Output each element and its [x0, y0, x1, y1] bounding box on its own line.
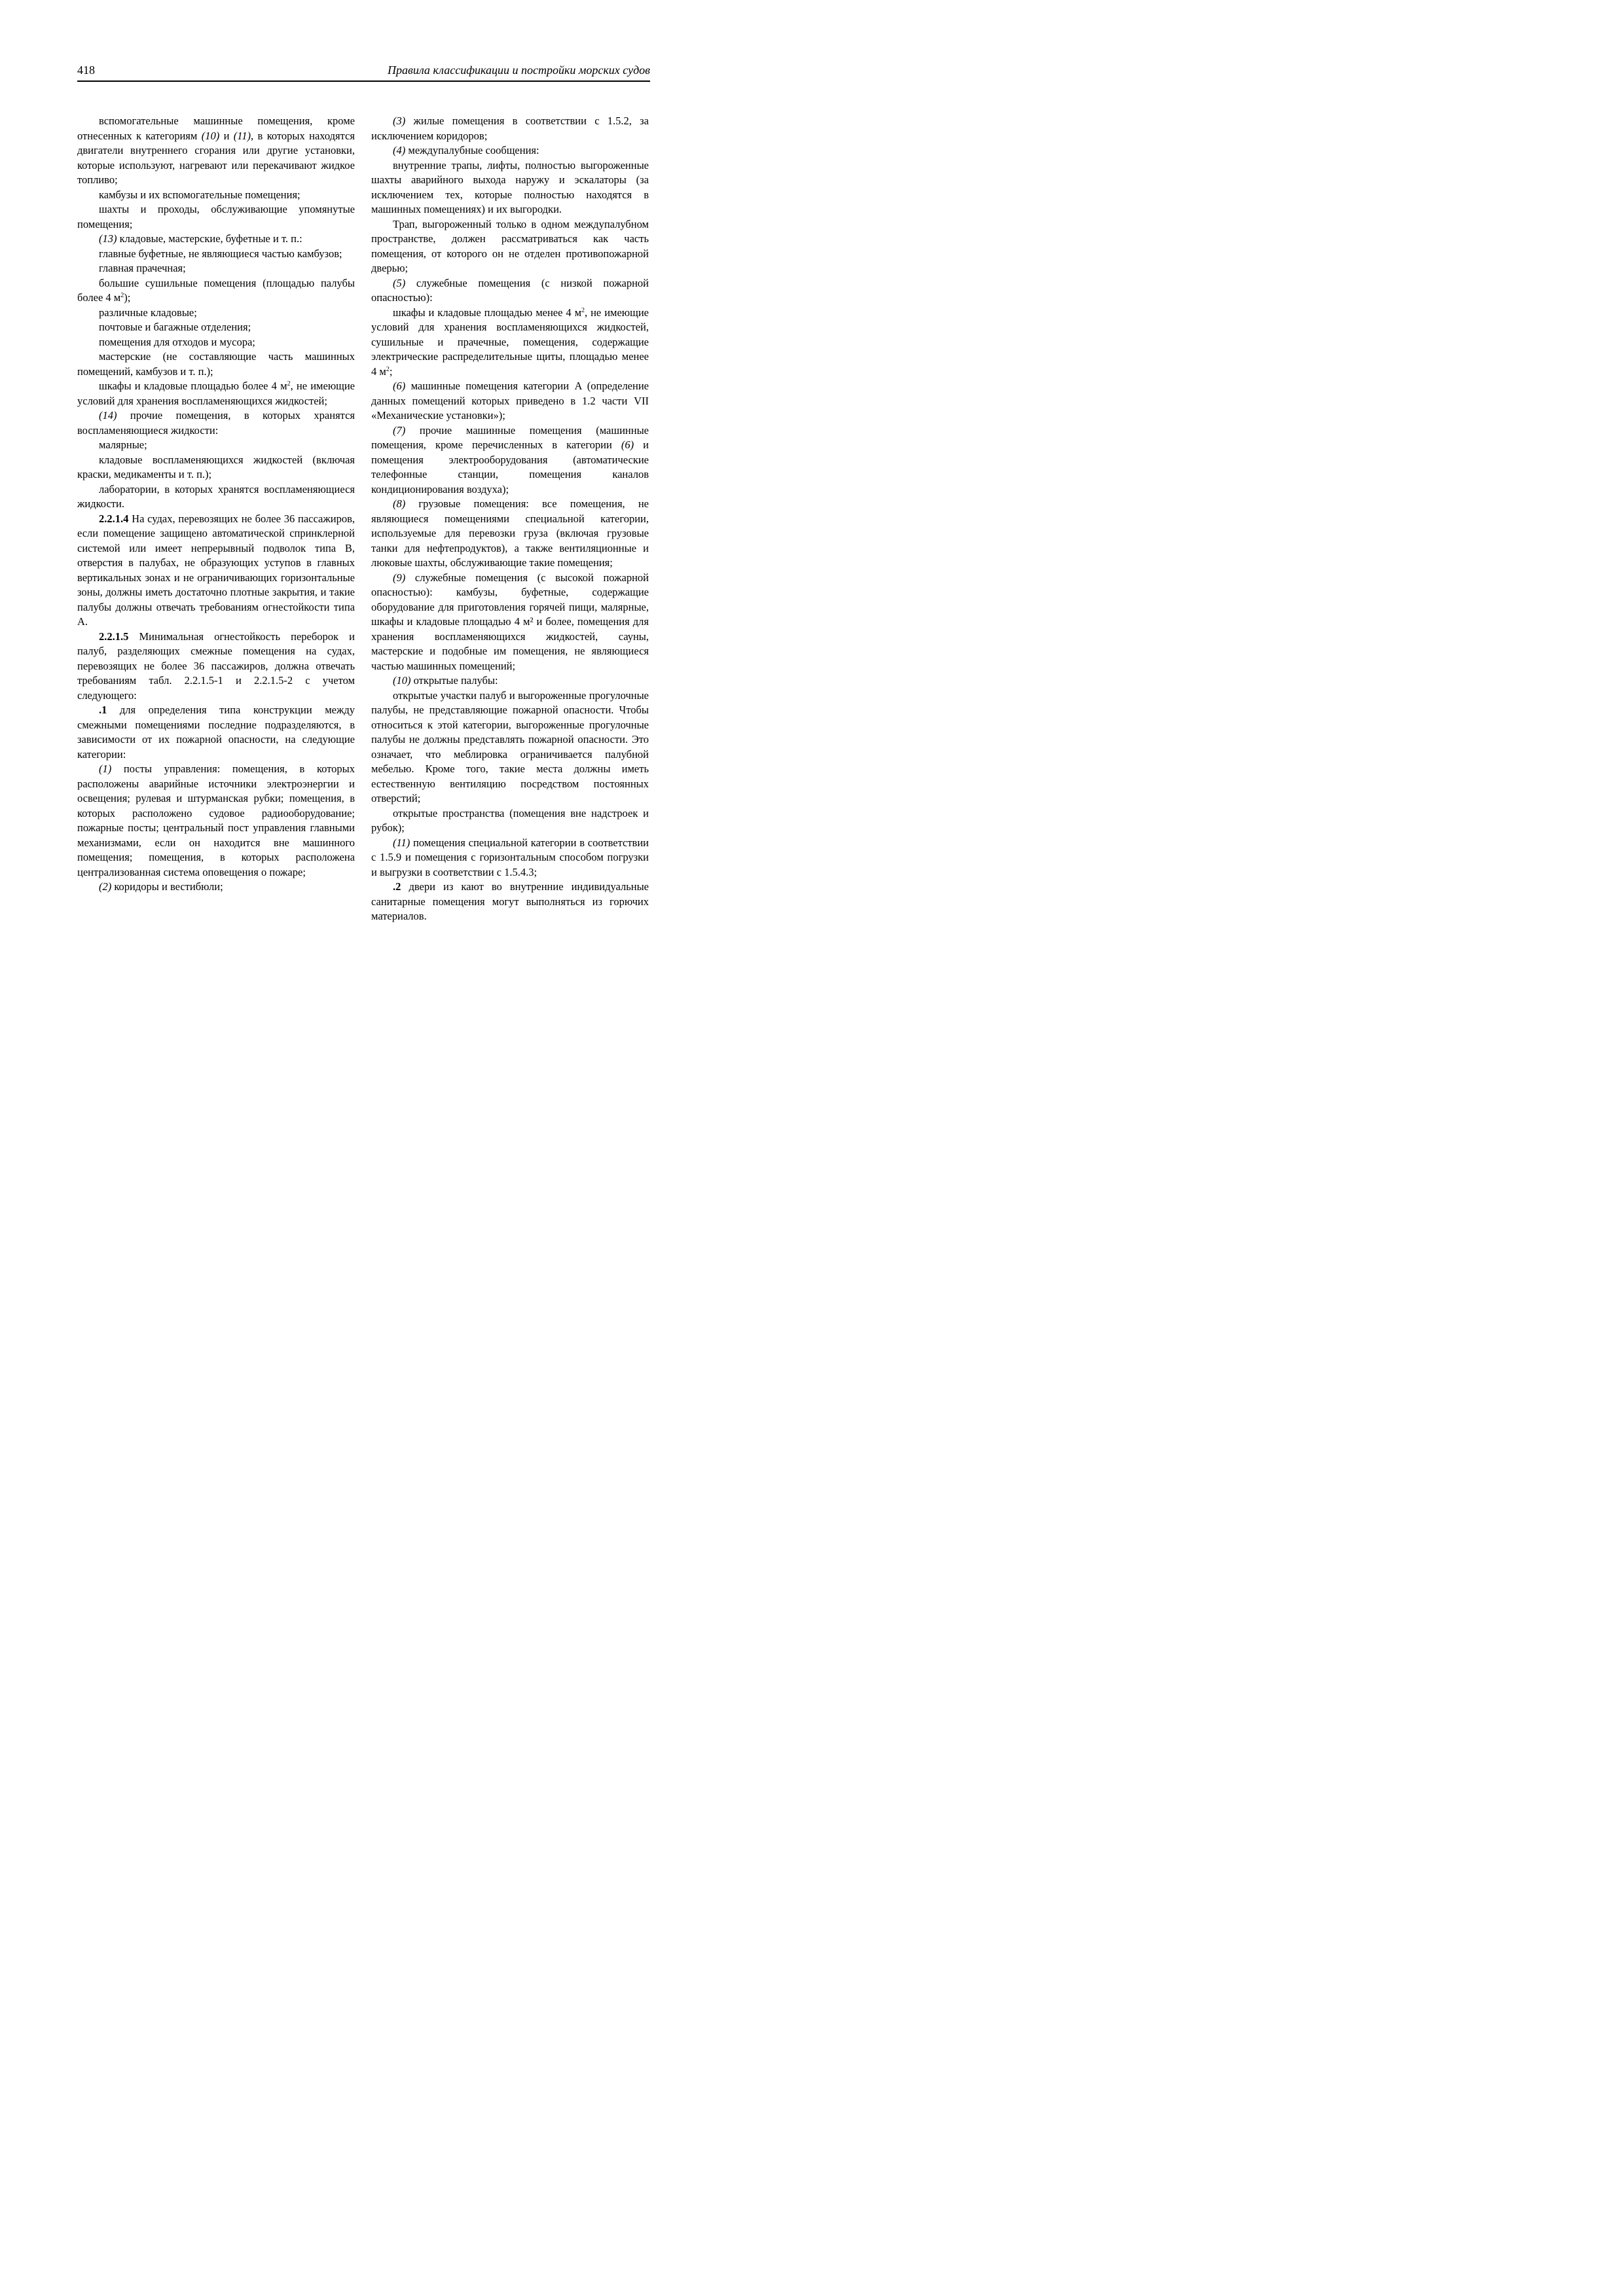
paragraph: .1 для определения типа конструкции между смежными помещениями последние подразделяются, в зависимости от их пожарной опасности, на следующие категории:: [77, 704, 355, 761]
paragraph: главная прачечная;: [99, 262, 186, 274]
page-number: 418: [77, 63, 95, 77]
paragraph: (9) служебные помещения (с высокой пожарной опасностью): камбузы, буфетные, содержащие оборудование для приготовления горячей пищи, малярные, шкафы и кладовые площадью 4 м² и более, помещения для хранения воспламеняющихся жидкостей, сауны, мастерские и подобные им помещения, не являющиеся частью машинных помещений;: [371, 571, 649, 672]
paragraph: камбузы и их вспомогательные помещения;: [99, 188, 301, 201]
paragraph: кладовые воспламеняющихся жидкостей (включая краски, медикаменты и т. п.);: [77, 453, 355, 480]
page-header: [77, 63, 650, 82]
paragraph: 2.2.1.5 Минимальная огнестойкость переборок и палуб, разделяющих смежные помещения на судах, перевозящих не более 36 пассажиров, должна отвечать требованиям табл. 2.2.1.5-1 и 2.2.1.5-2 с учетом следующего:: [77, 630, 355, 702]
running-title: Правила классификации и постройки морских судов: [388, 63, 650, 77]
paragraph: (11) помещения специальной категории в соответствии с 1.5.9 и помещения с горизонтальным способом погрузки и выгрузки в соответствии с 1.5.4.3;: [371, 836, 649, 878]
paragraph: (4) междупалубные сообщения:: [393, 144, 539, 156]
paragraph: 2.2.1.4 На судах, перевозящих не более 36 пассажиров, если помещение защищено автоматической спринклерной системой или имеет непрерывный подволок типа B, отверстия в палубах, не образующих уступов в главных вертикальных зонах и не ограничивающих горизонтальные зоны, должны иметь достаточно плотные закрытия, и такие палубы должны отвечать требованиям огнестойкости типа A.: [77, 512, 355, 628]
paragraph: открытые участки палуб и выгороженные прогулочные палубы, не представляющие пожарной опасности. Чтобы относиться к этой категории, выгороженные прогулочные палубы не должны представлять пожарной опасности. Это означает, что меблировка ограничивается палубной мебелью. Кроме того, такие места должны иметь естественную вентиляцию посредством постоянных отверстий;: [371, 689, 649, 804]
paragraph: вспомогательные машинные помещения, кроме отнесенных к категориям (10) и (11), в которых находятся двигатели внутреннего сгорания или другие установки, которые используют, нагревают или перекачивают жидкое топливо;: [77, 115, 355, 186]
paragraph: (6) машинные помещения категории A (определение данных помещений которых приведено в 1.2 части VII «Механические установки»);: [371, 380, 649, 422]
paragraph: мастерские (не составляющие часть машинных помещений, камбузов и т. п.);: [77, 350, 355, 378]
document-page: [0, 0, 723, 1024]
paragraph: (8) грузовые помещения: все помещения, не являющиеся помещениями специальной категории, используемые для перевозки груза (включая грузовые танки для нефтепродуктов), а также вентиляционные и люковые шахты, обслуживающие такие помещения;: [371, 497, 649, 569]
paragraph: шахты и проходы, обслуживающие упомянутые помещения;: [77, 203, 355, 230]
paragraph: главные буфетные, не являющиеся частью камбузов;: [99, 247, 342, 260]
left-column: [77, 114, 355, 895]
paragraph: шкафы и кладовые площадью менее 4 $м^2$, не имеющие условий для хранения воспламеняющихся жидкостей, сушильные и прачечные, помещения, содержащие электрические распределительные щиты, площадью менее 4 $м^2$;: [371, 306, 649, 378]
paragraph: помещения для отходов и мусора;: [99, 335, 255, 348]
paragraph: шкафы и кладовые площадью более 4 $м^2$, не имеющие условий для хранения воспламеняющихся жидкостей;: [77, 380, 356, 407]
paragraph: (1) посты управления: помещения, в которых расположены аварийные источники электроэнергии и освещения; рулевая и штурманская рубки; помещения, в которых расположено судовое радиооборудование; пожарные посты; центральный пост управления главными механизмами, если он находится вне машинного помещения; помещения, в которых расположена централизованная система оповещения о пожаре;: [77, 762, 355, 878]
paragraph: малярные;: [99, 439, 147, 451]
paragraph: открытые пространства (помещения вне надстроек и рубок);: [371, 806, 649, 834]
paragraph: (14) прочие помещения, в которых хранятся воспламеняющиеся жидкости:: [77, 409, 355, 437]
paragraph: Трап, выгороженный только в одном междупалубном пространстве, должен рассматриваться как часть помещения, от которого он не отделен противопожарной дверью;: [371, 217, 649, 274]
paragraph: большие сушильные помещения (площадью палубы более 4 $м^2$);: [77, 276, 355, 304]
paragraph: (7) прочие машинные помещения (машинные помещения, кроме перечисленных в категории (6) и помещения электрооборудования (автоматические телефонные станции, помещения каналов кондиционирования воздуха);: [371, 423, 649, 495]
paragraph: (13) кладовые, мастерские, буфетные и т. п.:: [99, 232, 302, 245]
paragraph: различные кладовые;: [99, 306, 197, 319]
paragraph: внутренние трапы, лифты, полностью выгороженные шахты аварийного выхода наружу и эскалаторы (за исключением тех, которые полностью находятся в машинных помещениях) и их выгородки.: [371, 158, 649, 215]
paragraph: почтовые и багажные отделения;: [99, 321, 251, 333]
paragraph: (10) открытые палубы:: [393, 674, 498, 687]
paragraph: .2 двери из кают во внутренние индивидуальные санитарные помещения могут выполняться из горючих материалов.: [371, 880, 649, 922]
paragraph: (5) служебные помещения (с низкой пожарной опасностью):: [371, 276, 649, 304]
right-column: [371, 114, 649, 924]
paragraph: (3) жилые помещения в соответствии с 1.5.2, за исключением коридоров;: [371, 115, 649, 142]
paragraph: (2) коридоры и вестибюли;: [99, 880, 223, 893]
paragraph: лаборатории, в которых хранятся воспламеняющиеся жидкости.: [77, 482, 355, 510]
